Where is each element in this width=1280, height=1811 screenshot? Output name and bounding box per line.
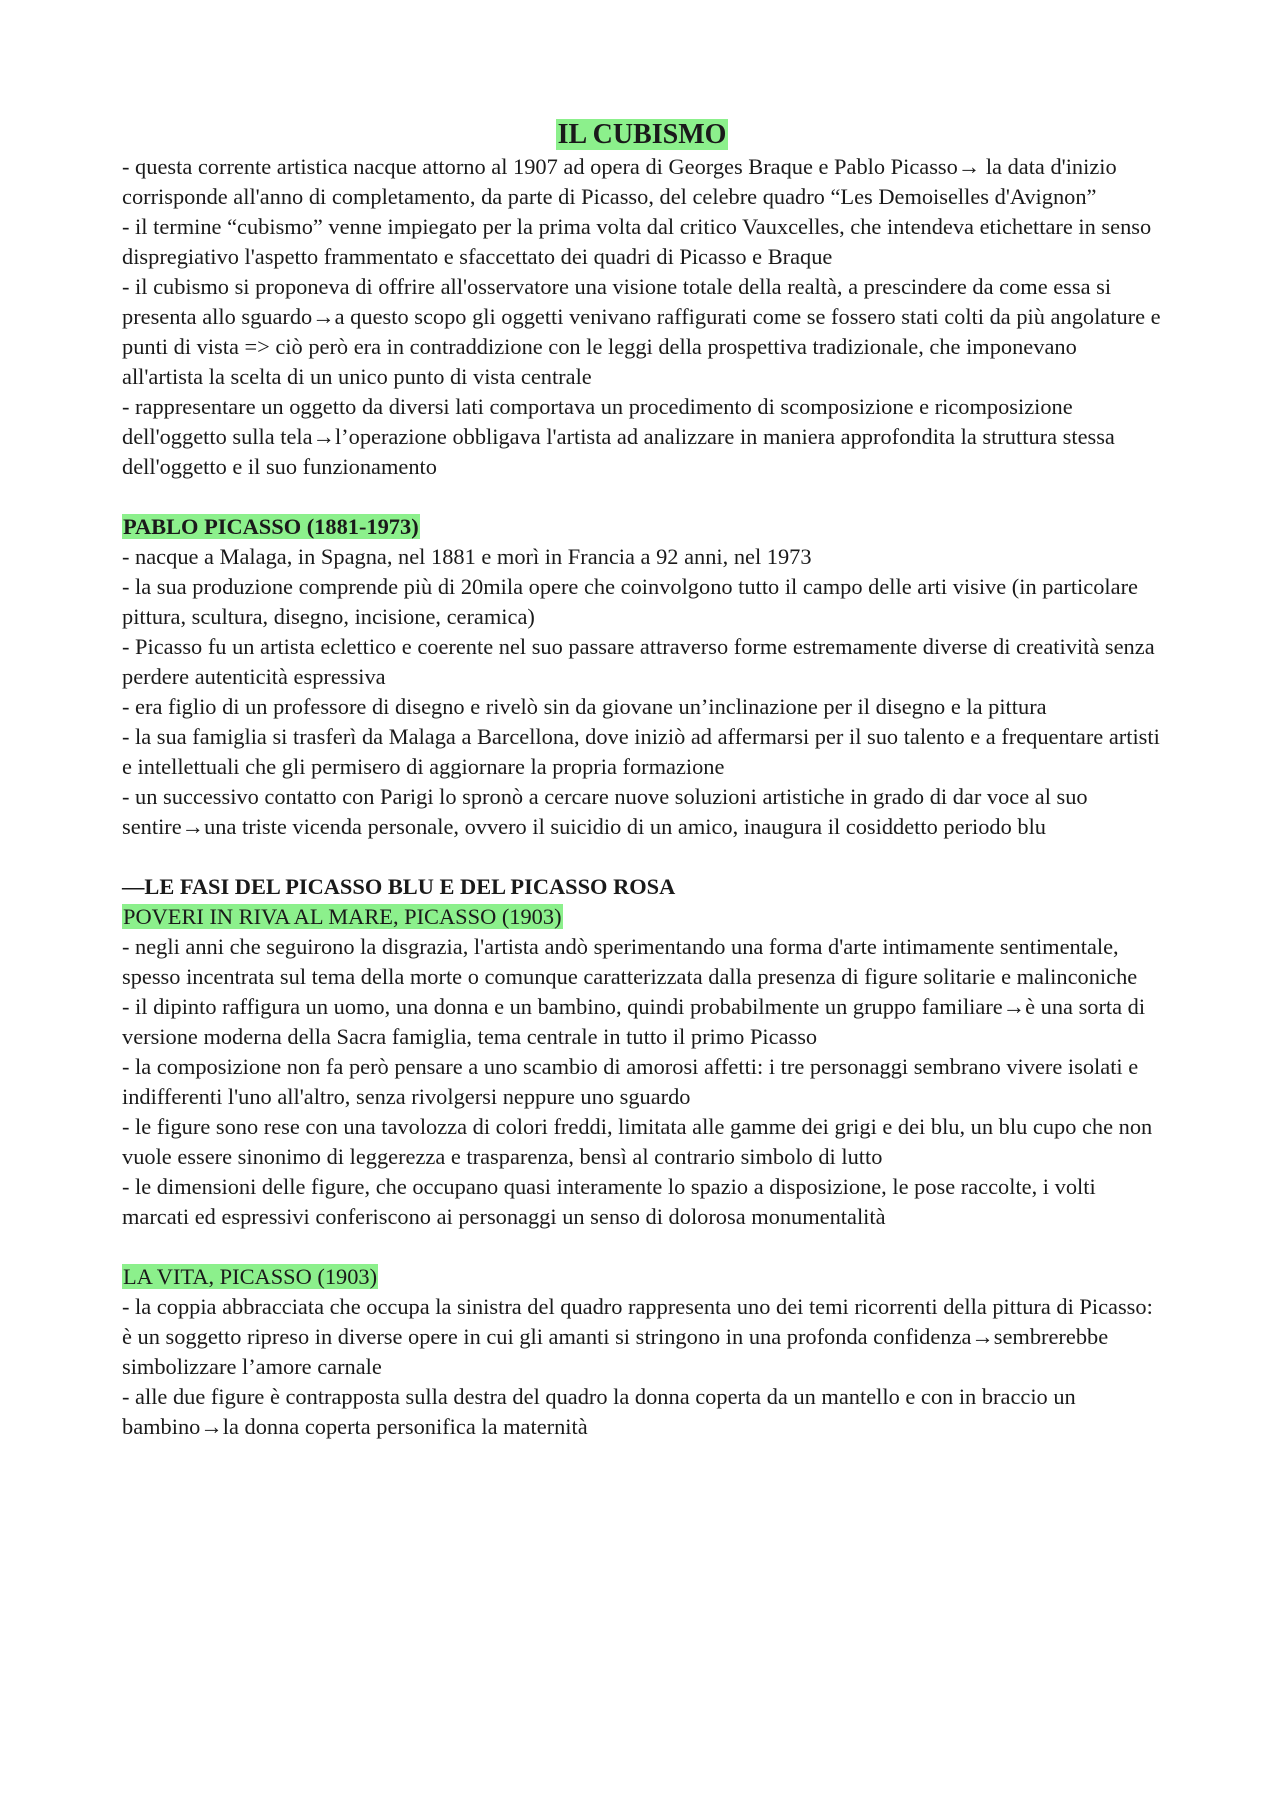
- section-heading: PABLO PICASSO (1881-1973): [123, 514, 419, 539]
- paragraph: - alle due figure è contrapposta sulla destra del quadro la donna coperta da un mantello e con in braccio un bambino→la donna coperta personifica la maternità: [122, 1384, 1076, 1439]
- paragraph: - il dipinto raffigura un uomo, una donna e un bambino, quindi probabilmente un gruppo familiare→è una sorta di versione moderna della Sacra famiglia, tema centrale in tutto il primo Picasso: [122, 994, 1146, 1049]
- section-blue-rose-periods: [122, 872, 1162, 1232]
- section-heading: —LE FASI DEL PICASSO BLU E DEL PICASSO ROSA: [122, 874, 676, 899]
- paragraph: - il termine “cubismo” venne impiegato per la prima volta dal critico Vauxcelles, che intendeva etichettare in senso dispregiativo l'aspetto frammentato e sfaccettato dei quadri di Picasso e Braque: [122, 214, 1152, 269]
- paragraph: - nacque a Malaga, in Spagna, nel 1881 e morì in Francia a 92 anni, nel 1973: [122, 544, 812, 569]
- spacer: [122, 482, 1162, 512]
- document-page: [122, 120, 1162, 1442]
- paragraph: - la composizione non fa però pensare a uno scambio di amorosi affetti: i tre personaggi sembrano vivere isolati e indifferenti l'uno all'altro, senza rivolgersi neppure uno sguardo: [122, 1054, 1139, 1109]
- paragraph: - rappresentare un oggetto da diversi lati comportava un procedimento di scomposizione e ricomposizione dell'oggetto sulla tela→l’operazione obbligava l'artista ad analizzare in maniera approfondita la struttura stessa dell'oggetto e il suo funzionamento: [122, 394, 1115, 479]
- paragraph: - la sua famiglia si trasferì da Malaga a Barcellona, dove iniziò ad affermarsi per il suo talento e a frequentare artisti e intellettuali che gli permisero di aggiornare la propria formazione: [122, 724, 1160, 779]
- paragraph: - negli anni che seguirono la disgrazia, l'artista andò sperimentando una forma d'arte intimamente sentimentale, spesso incentrata sul tema della morte o comunque caratterizzata dalla presenza di figure solitarie e malinconiche: [122, 934, 1138, 989]
- section-la-vita: [122, 1262, 1162, 1442]
- title-row: [122, 120, 1162, 152]
- paragraph: - era figlio di un professore di disegno e rivelò sin da giovane un’inclinazione per il disegno e la pittura: [122, 694, 1047, 719]
- paragraph: - le dimensioni delle figure, che occupano quasi interamente lo spazio a disposizione, le pose raccolte, i volti marcati ed espressivi conferiscono ai personaggi un senso di dolorosa monumentalità: [122, 1174, 1096, 1229]
- artwork-heading: POVERI IN RIVA AL MARE, PICASSO (1903): [123, 904, 562, 929]
- paragraph: - questa corrente artistica nacque attorno al 1907 ad opera di Georges Braque e Pablo Picasso→ la data d'inizio corrisponde all'anno di completamento, da parte di Picasso, del celebre quadro “Les Demoiselles d'Avignon”: [122, 154, 1117, 209]
- paragraph: - il cubismo si proponeva di offrire all'osservatore una visione totale della realtà, a prescindere da come essa si presenta allo sguardo→a questo scopo gli oggetti venivano raffigurati come se fossero stati colti da più angolature e punti di vista => ciò però era in contraddizione con le leggi della prospettiva tradizionale, che imponevano all'artista la scelta di un unico punto di vista centrale: [122, 274, 1161, 389]
- spacer: [122, 1232, 1162, 1262]
- spacer: [122, 842, 1162, 872]
- document-title: IL CUBISMO: [557, 119, 727, 150]
- section-picasso-bio: [122, 512, 1162, 842]
- paragraph: - la sua produzione comprende più di 20mila opere che coinvolgono tutto il campo delle arti visive (in particolare pittura, scultura, disegno, incisione, ceramica): [122, 574, 1138, 629]
- paragraph: - le figure sono rese con una tavolozza di colori freddi, limitata alle gamme dei grigi e dei blu, un blu cupo che non vuole essere sinonimo di leggerezza e trasparenza, bensì al contrario simbolo di lutto: [122, 1114, 1153, 1169]
- paragraph: - un successivo contatto con Parigi lo spronò a cercare nuove soluzioni artistiche in grado di dar voce al suo sentire→una triste vicenda personale, ovvero il suicidio di un amico, inaugura il cosiddetto periodo blu: [122, 784, 1088, 839]
- section-intro: [122, 152, 1162, 482]
- artwork-heading: LA VITA, PICASSO (1903): [123, 1264, 378, 1289]
- paragraph: - la coppia abbracciata che occupa la sinistra del quadro rappresenta uno dei temi ricorrenti della pittura di Picasso: è un soggetto ripreso in diverse opere in cui gli amanti si stringono in una profonda confidenza→sembrerebbe simbolizzare l’amore carnale: [122, 1294, 1153, 1379]
- paragraph: - Picasso fu un artista eclettico e coerente nel suo passare attraverso forme estremamente diverse di creatività senza perdere autenticità espressiva: [122, 634, 1155, 689]
